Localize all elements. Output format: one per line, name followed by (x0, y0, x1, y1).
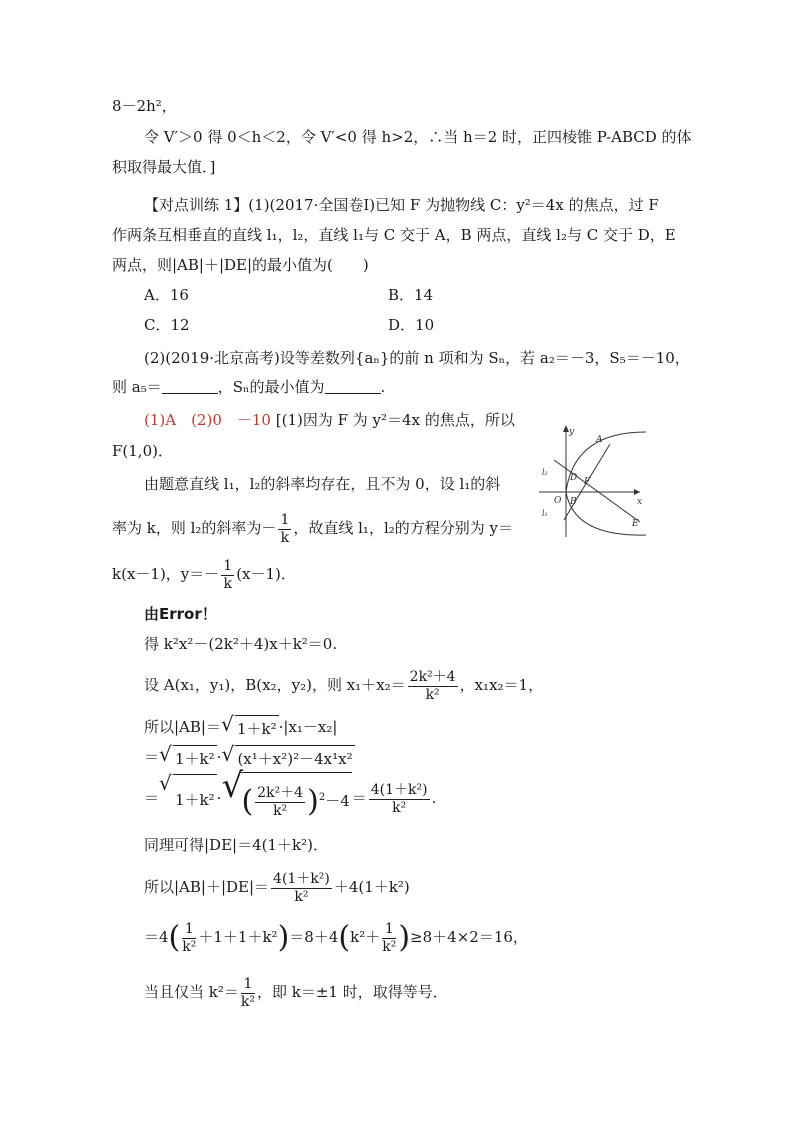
solution-line-3: 由题意直线 l₁，l₂的斜率均存在，且不为 0，设 l₁的斜 (144, 475, 501, 493)
radicand: 1＋k² (235, 715, 279, 742)
denominator: k² (382, 938, 397, 955)
solution-line-7 (144, 663, 543, 707)
x-arrow-icon (634, 489, 640, 495)
label-x: x (637, 497, 643, 507)
label-origin: O (554, 496, 562, 506)
parabola-figure (534, 422, 654, 540)
problem-part2-line-1: (2)(2019·北京高考)设等差数列{aₙ}的前 n 项和为 Sₙ，若 a₂＝－3，S₅＝－10， (144, 349, 690, 367)
text-seg: －4 (325, 792, 350, 810)
numerator: 4(1＋k²) (273, 870, 330, 887)
text-seg: ≥8＋4×2＝16， (410, 928, 528, 946)
denominator: k² (273, 802, 288, 819)
solution-line-13: ＝4( $\frac{1}{\text{k²}}$ ＋1＋1＋k²)＝8＋4(k²＋ $\frac{1}{\text{k²}}$ )≥8＋4×2＝16， (144, 920, 528, 955)
label-l2: l₂ (542, 468, 548, 477)
solution-line-8 (144, 711, 338, 742)
text-seg: (x－1)． (236, 565, 296, 583)
text-seg: 当且仅当 k²＝ (144, 983, 239, 1001)
problem-line-3: 两点，则|AB|＋|DE|的最小值为( ) (112, 256, 369, 274)
numerator: 1 (382, 921, 396, 939)
text-line: 令 V′＞0 得 0＜h＜2，令 V′<0 得 h>2，∴当 h＝2 时，正四棱锥 P-ABCD 的体 (144, 128, 692, 146)
label-b: B (570, 497, 577, 507)
sqrt-expression: √ ( $\frac{\text{2k²＋4}}{\text{k²}}$ )$^2$－4 (221, 772, 351, 826)
text-seg: ＋4(1＋k²) (333, 878, 410, 896)
fraction (278, 512, 291, 547)
denominator: k² (392, 799, 407, 816)
radicand: 1＋k² (173, 774, 217, 825)
problem-part2-line-2 (112, 377, 385, 397)
text-seg: ，x₁x₂＝1， (459, 676, 544, 694)
sqrt-expression: √ 1＋k² (221, 715, 279, 742)
problem-line-2: 作两条互相垂直的直线 l₁，l₂，直线 l₁与 C 交于 A，B 两点，直线 l₂与 C 交于 D，E (112, 226, 676, 244)
label-f: F (584, 477, 591, 487)
text-seg: 率为 k，则 l₂的斜率为－ (112, 519, 277, 537)
denominator: k (223, 575, 232, 592)
text-seg: 所以|AB|＋|DE|＝ (144, 878, 270, 896)
text-seg: ＝ (144, 748, 160, 766)
fraction (408, 669, 458, 704)
fraction (182, 921, 196, 956)
numerator: 4(1＋k²) (370, 781, 428, 798)
fraction (271, 871, 332, 906)
fraction (221, 558, 234, 593)
numerator: 1 (280, 511, 290, 528)
sqrt-expression: √ 1＋k² (159, 745, 217, 772)
text-seg: ＝ (144, 789, 160, 807)
numerator: 1 (223, 557, 233, 574)
fraction (369, 782, 430, 817)
answer-blank-1 (162, 379, 218, 394)
solution-line-4 (112, 506, 513, 550)
text-seg: 设 A(x₁，y₁)，B(x₂，y₂)，则 x₁＋x₂＝ (144, 676, 406, 694)
solution-line-2: F(1,0)． (112, 442, 173, 460)
option-d: D．10 (388, 316, 435, 334)
answer-blank-2 (325, 379, 381, 394)
sqrt-expression: √ 1＋k² (159, 774, 217, 825)
text-seg: ＋1＋1＋k² (198, 928, 278, 946)
label-y: y (569, 427, 575, 437)
text-seg: ，即 k＝±1 时，取得等号． (256, 983, 448, 1001)
radicand: 1＋k² (173, 745, 217, 772)
numerator: 1 (241, 976, 255, 994)
a5-label: 则 a₅＝ (112, 378, 162, 396)
text-seg: ＝ (351, 789, 367, 807)
denominator: k² (182, 938, 197, 955)
option-c: C．12 (144, 316, 190, 334)
prev-tail: 8－2h²， (112, 97, 177, 115)
text-seg: k²＋ (350, 928, 381, 946)
solution-line-5 (112, 552, 296, 596)
text-line: 积取得最大值．] (112, 158, 216, 176)
option-a: A．16 (144, 286, 189, 304)
line-l1 (554, 460, 643, 522)
solution-line-12 (144, 865, 410, 909)
numerator: 2k²＋4 (257, 784, 304, 801)
sqrt-expression: √ (x¹＋x²)²－4x¹x² (221, 745, 354, 772)
label-e: E (632, 519, 639, 529)
label-d: D (570, 473, 578, 483)
solution-line-9: ＝ √ 1＋k² · √ (x¹＋x²)²－4x¹x² (144, 744, 355, 772)
solution-line-14 (144, 970, 448, 1014)
label-l1: l₁ (542, 509, 548, 518)
solution-line-1 (144, 410, 515, 430)
fraction (382, 921, 396, 956)
text-seg: ·|x₁－x₂| (278, 718, 338, 736)
error-line: 由Error！ (144, 605, 217, 623)
period: . (380, 378, 386, 396)
option-b: B．14 (388, 286, 434, 304)
solution-line-11: 同理可得|DE|＝4(1＋k²)． (144, 836, 328, 854)
text-seg: ＝4 (144, 928, 169, 946)
answer-text: (1)A (2)0 －10 (144, 411, 271, 429)
denominator: k² (240, 993, 255, 1010)
fraction (241, 976, 255, 1011)
fraction (255, 785, 305, 820)
sn-label: ，Sₙ的最小值为 (217, 378, 325, 396)
solution-intro: [(1)因为 F 为 y²＝4x 的焦点，所以 (275, 411, 515, 429)
label-a: A (596, 435, 603, 445)
text-seg: 所以|AB|＝ (144, 718, 221, 736)
radicand: (x¹＋x²)²－4x¹x² (235, 745, 354, 772)
text-seg: k(x－1)，y＝－ (112, 565, 220, 583)
text-seg: ，故直线 l₁，l₂的方程分别为 y＝ (293, 519, 513, 537)
denominator: k (280, 529, 290, 546)
radicand: ( $\frac{\text{2k²＋4}}{\text{k²}}$ )$^2$－4 (239, 772, 351, 826)
problem-line-1: 【对点训练 1】(1)(2017·全国卷Ⅰ)已知 F 为抛物线 C：y²＝4x 的焦点，过 F (144, 196, 659, 214)
solution-line-6: 得 k²x²－(2k²＋4)x＋k²＝0. (144, 635, 338, 653)
numerator: 2k²＋4 (409, 668, 456, 685)
numerator: 1 (182, 921, 196, 939)
text-seg: ＝8＋4 (289, 928, 339, 946)
denominator: k² (294, 888, 309, 905)
denominator: k² (425, 686, 440, 703)
solution-line-10: ＝ √ 1＋k² · √ ( $\frac{\text{2k²＋4}}{\text{k²}}$ )$^2$－4 ＝ $\frac{\text{4(1＋k²)}}{\text{k²}}$ . (144, 772, 436, 826)
